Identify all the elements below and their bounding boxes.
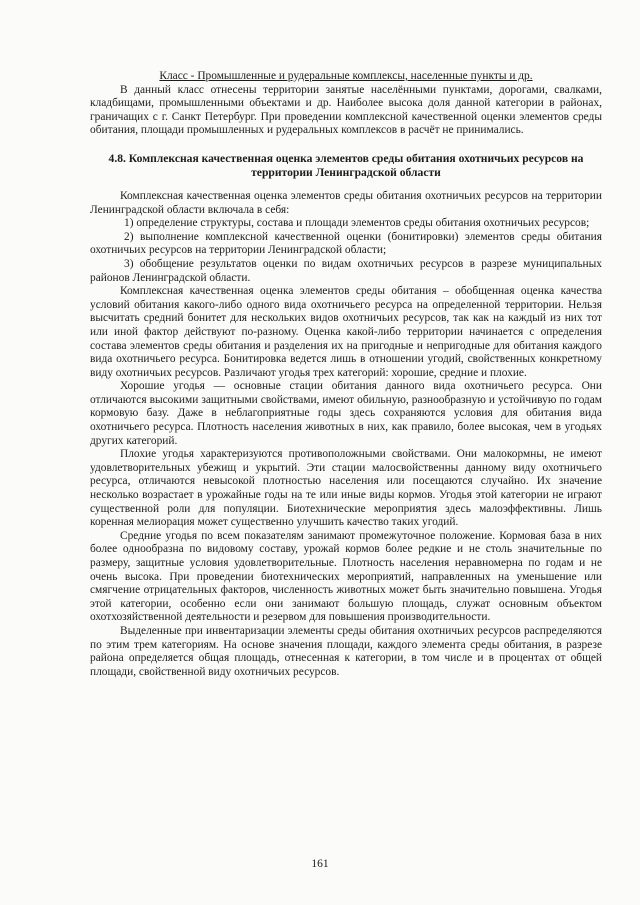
paragraph-intro: Комплексная качественная оценка элементов среды обитания охотничьих ресурсов на территории Ленинградской области включала в себя: xyxy=(90,189,602,216)
page-number: 161 xyxy=(311,858,329,870)
class-heading: Класс - Промышленные и рудеральные комплексы, населенные пункты и др. xyxy=(159,70,533,82)
list-item: 1) определение структуры, состава и площади элементов среды обитания охотничьих ресурсов; xyxy=(124,217,590,230)
paragraph: Выделенные при инвентаризации элементы среды обитания охотничьих ресурсов распределяются по этим трем категориям. На основе значения площади, каждого элемента среды обитания, в разрезе района определяется общая площадь, отнесенная к категории, в том числе и в процентах от общей площади, свойственной виду охотничьих ресурсов. xyxy=(90,624,602,678)
paragraph: В данный класс отнесены территории занятые населёнными пунктами, дорогами, свалками, кладбищами, промышленными объектами и др. Наиболее высока доля данной категории в районах, граничащих с г. Санкт Петербург. При проведении комплексной качественной оценки элементов среды обитания, площади промышленных и рудеральных комплексов в расчёт не принимались. xyxy=(90,83,602,137)
section-title: 4.8. Комплексная качественная оценка элементов среды обитания охотничьих ресурсов на территории Ленинградской области xyxy=(108,151,584,179)
list-item: 2) выполнение комплексной качественной оценки (бонитировки) элементов среды обитания охотничьих ресурсов на территории Ленинградской области; xyxy=(90,230,602,257)
paragraph: Хорошие угодья — основные стации обитания данного вида охотничьего ресурса. Они отличаются высокими защитными свойствами, имеют обильную, разнообразную и устойчивую по годам кормовую базу. Даже в неблагоприятные годы здесь сохраняются условия для обитания вида охотничьего ресурса. Плотность населения животных в них, как правило, более высокая, чем в угодьях других категорий. xyxy=(90,380,602,447)
list-item: 3) обобщение результатов оценки по видам охотничьих ресурсов в разрезе муниципальных районов Ленинградской области. xyxy=(90,257,602,284)
page-body xyxy=(90,70,602,679)
paragraph: Комплексная качественная оценка элементов среды обитания – обобщенная оценка качества условий обитания какого-либо одного вида охотничьего ресурса на определенной территории. Нельзя высчитать средний бонитет для нескольких видов охотничьих ресурсов, так как на каждый из них тот или иной фактор действуют по-разному. Оценка какой-либо территории начинается с определения состава элементов среды обитания и разделения их на пригодные и непригодные для обитания каждого вида охотничьего ресурса. Бонитировка ведется лишь в отношении угодий, свойственных конкретному виду охотничьих ресурсов. Различают угодья трех категорий: хорошие, средние и плохие. xyxy=(90,285,602,379)
paragraph: Средние угодья по всем показателям занимают промежуточное положение. Кормовая база в них более однообразна по видовому составу, урожай кормов более редкие и не столь значительные по размеру, защитные условия удовлетворительные. Плотность населения неравномерна по годам и не очень высока. При проведении биотехнических мероприятий, направленных на уменьшение или смягчение отрицательных факторов, численность животных может быть значительно повышена. Угодья этой категории, особенно если они занимают большую площадь, служат основным объектом охотхозяйственной деятельности и резервом для повышения производительности. xyxy=(90,529,602,624)
paragraph: Плохие угодья характеризуются противоположными свойствами. Они малокормны, не имеют удовлетворительных убежищ и укрытий. Эти стации малосвойственны данному виду охотничьего ресурса, отличаются невысокой плотностью населения или посещаются случайно. Их значение несколько возрастает в урожайные годы на те или иные виды кормов. Угодья этой категории не играют существенной роли для популяции. Биотехнические мероприятия здесь малоэффективны. Лишь коренная мелиорация может существенно улучшить качество таких угодий. xyxy=(90,448,602,529)
